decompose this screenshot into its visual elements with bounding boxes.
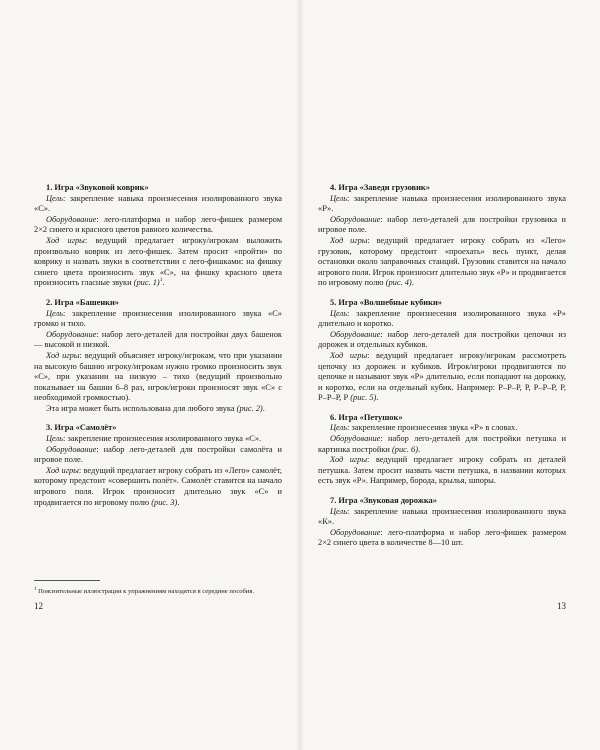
game-process: Ход игры: ведущий предлагает игроку/игрокам выложить произвольно коврик из лего-фишек. Затем просит «пройти» по коврику и назвать звуки в соответствии с лего-фишками: на фишку синего цвета произносить звук «С», на фишку красного цвета произносить гласные звуки (рис. 1)$^1$.: [34, 235, 282, 288]
game-goal: Цель: закрепление навыка произнесения изолированного звука «Р».: [318, 193, 566, 214]
game-goal: Цель: закрепление произнесения звука «Р» в словах.: [330, 423, 518, 433]
game-goal: Цель: закрепление навыка произнесения изолированного звука «С».: [34, 193, 282, 214]
footnote: $^1$ Пояснительные иллюстрации к упражнениям находятся в середине пособия.: [34, 587, 255, 596]
game-goal: Цель: закрепление произнесения изолированного звука «С» громко и тихо.: [34, 308, 282, 329]
game-process: Ход игры: ведущий объясняет игроку/игрокам, что при указании на высокую башню игроку/игрокам нужно громко произносить звук «С», при указании на низкую – тихо (ведущий произвольно показывает на башни 6–8 раз, игрок/игроки произносят звук «С» с необходимой громкостью).: [34, 350, 282, 403]
game-goal: Цель: закрепление произнесения изолированного звука «Р» длительно и коротко.: [318, 308, 566, 329]
game-4: [318, 183, 566, 289]
game-title: 6. Игра «Петушок»: [330, 412, 403, 422]
game-process: Ход игры: ведущий предлагает игроку собрать из «Лего» самолёт, которому предстоит «совершить полёт». Самолёт ставится на начало игрового поля. Игрок произносит длительно звук «С» и продвигается по игровому полю (рис. 3).: [34, 465, 282, 507]
game-5: [318, 298, 566, 404]
game-goal: Цель: закрепление произнесения изолированного звука «С».: [46, 434, 262, 444]
game-equipment: Оборудование: лего-платформа и набор лего-фишек размером 2×2 синего цвета в количестве 8—10 шт.: [318, 527, 566, 548]
game-process: Ход игры: ведущий предлагает игроку/игрокам рассмотреть цепочку из дорожек и кубиков. Игрок/игроки продвигаются по цепочке и называют звук «Р» длительно, если попадают на дорожку, и коротко, если на отдельный кубик. Например: Р–Р–Р, Р, Р–Р–Р, Р, Р–Р–Р, Р (рис. 5).: [318, 350, 566, 403]
game-equipment: Оборудование: набор лего-деталей для постройки грузовика и игровое поле.: [318, 214, 566, 235]
game-title: 4. Игра «Заведи грузовик»: [330, 183, 430, 192]
footnote-divider: [34, 580, 100, 581]
page-number-left: 12: [34, 601, 43, 611]
game-title: 5. Игра «Волшебные кубики»: [330, 297, 442, 307]
game-equipment: Оборудование: лего-платформа и набор лего-фишек размером 2×2 синего и красного цветов равного количества.: [34, 214, 282, 235]
right-page-text: [318, 183, 566, 558]
game-title: 1. Игра «Звуковой коврик»: [46, 183, 149, 192]
game-process: Ход игры: ведущий предлагает игроку собрать из деталей петушка. Затем просит назвать части петушка, в названии которых есть звук «Р». Например, борода, крылья, шпоры.: [318, 455, 566, 486]
game-title: 2. Игра «Башенки»: [46, 297, 119, 307]
game-title: 3. Игра «Самолёт»: [46, 423, 117, 433]
game-6: [318, 413, 566, 487]
left-page-text: [34, 183, 282, 517]
game-goal: Цель: закрепление навыка произнесения изолированного звука «К».: [318, 506, 566, 527]
game-equipment: Оборудование: набор лего-деталей для постройки самолёта и игровое поле.: [34, 444, 282, 465]
game-equipment: Оборудование: набор лего-деталей для постройки петушка и картинка постройки (рис. 6).: [318, 434, 566, 454]
game-1: [34, 183, 282, 289]
page-number-right: 13: [557, 601, 566, 611]
footnote-marker: 1: [159, 277, 163, 284]
game-3: [34, 423, 282, 508]
game-title: 7. Игра «Звуковая дорожка»: [330, 496, 437, 506]
game-equipment: Оборудование: набор лего-деталей для постройки цепочки из дорожек и отдельных кубиков.: [318, 329, 566, 350]
game-equipment: Оборудование: набор лего-деталей для постройки двух башенок — высокой и низкой.: [34, 329, 282, 350]
game-note: Эта игра может быть использована для любого звука (рис. 2).: [46, 403, 265, 413]
game-7: [318, 496, 566, 549]
page-gutter: [296, 0, 304, 750]
game-process: Ход игры: ведущий предлагает игроку собрать из «Лего» грузовик, которому предстоит «проехать» весь пункт, делая остановки около заправочных станций. Грузовик ставится на начало игрового поля. Игрок произносит длительно звук «Р» и продвигается по игровому полю (рис. 4).: [318, 235, 566, 288]
game-2: [34, 298, 282, 415]
